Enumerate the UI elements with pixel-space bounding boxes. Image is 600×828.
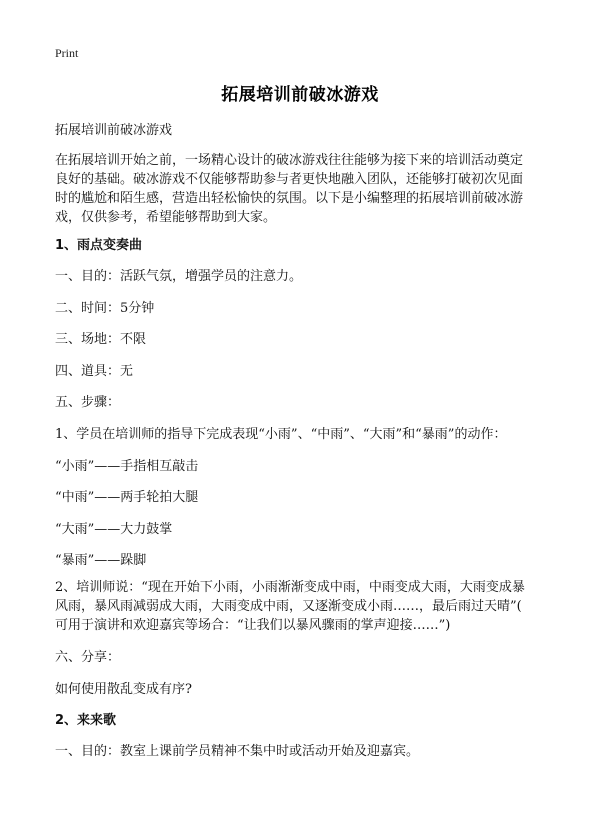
intro-line: 戏，仅供参考，希望能够帮助到大家。 bbox=[55, 210, 277, 225]
share-label: 六、分享： bbox=[55, 650, 121, 665]
section-item: 二、时间：5分钟 bbox=[55, 301, 155, 316]
section-item: 五、步骤： bbox=[55, 395, 121, 410]
intro-line: 在拓展培训开始之前，一场精心设计的破冰游戏往往能够为接下来的培训活动奠定 bbox=[55, 153, 524, 168]
document-subtitle: 拓展培训前破冰游戏 bbox=[55, 123, 173, 138]
action-item: “大雨”——大力鼓掌 bbox=[55, 522, 173, 537]
step-two-line: 可用于演讲和欢迎嘉宾等场合：“让我们以暴风骤雨的掌声迎接……”) bbox=[55, 618, 451, 633]
action-item: “小雨”——手指相互敲击 bbox=[55, 459, 199, 474]
section-item: 三、场地：不限 bbox=[55, 332, 147, 347]
intro-line: 良好的基础。破冰游戏不仅能够帮助参与者更快地融入团队，还能够打破初次见面 bbox=[55, 172, 524, 187]
document-title: 拓展培训前破冰游戏 bbox=[221, 85, 379, 105]
share-question: 如何使用散乱变成有序? bbox=[55, 682, 192, 697]
section-item: 四、道具：无 bbox=[55, 364, 134, 379]
action-item: “暴雨”——跺脚 bbox=[55, 553, 147, 568]
section-item: 一、目的：教室上课前学员精神不集中时或活动开始及迎嘉宾。 bbox=[55, 744, 420, 759]
step-two-line: 2、培训师说：“现在开始下小雨，小雨渐渐变成中雨，中雨变成大雨，大雨变成暴 bbox=[55, 580, 525, 595]
section-item: 一、目的：活跃气氛，增强学员的注意力。 bbox=[55, 269, 303, 284]
action-item: “中雨”——两手轮拍大腿 bbox=[55, 490, 199, 505]
intro-paragraph bbox=[55, 151, 550, 227]
step-two-line: 风雨，暴风雨减弱成大雨，大雨变成中雨，又逐渐变成小雨……，最后雨过天晴”( bbox=[55, 599, 522, 614]
step-two-paragraph bbox=[55, 578, 550, 635]
section-heading: 1、雨点变奏曲 bbox=[55, 238, 143, 253]
intro-line: 时的尴尬和陌生感，营造出轻松愉快的氛围。以下是小编整理的拓展培训前破冰游 bbox=[55, 191, 524, 206]
step-one: 1、学员在培训师的指导下完成表现“小雨”、“中雨”、“大雨”和“暴雨”的动作： bbox=[55, 427, 507, 442]
print-label: Print bbox=[55, 46, 79, 60]
section-heading: 2、来来歌 bbox=[55, 713, 117, 728]
